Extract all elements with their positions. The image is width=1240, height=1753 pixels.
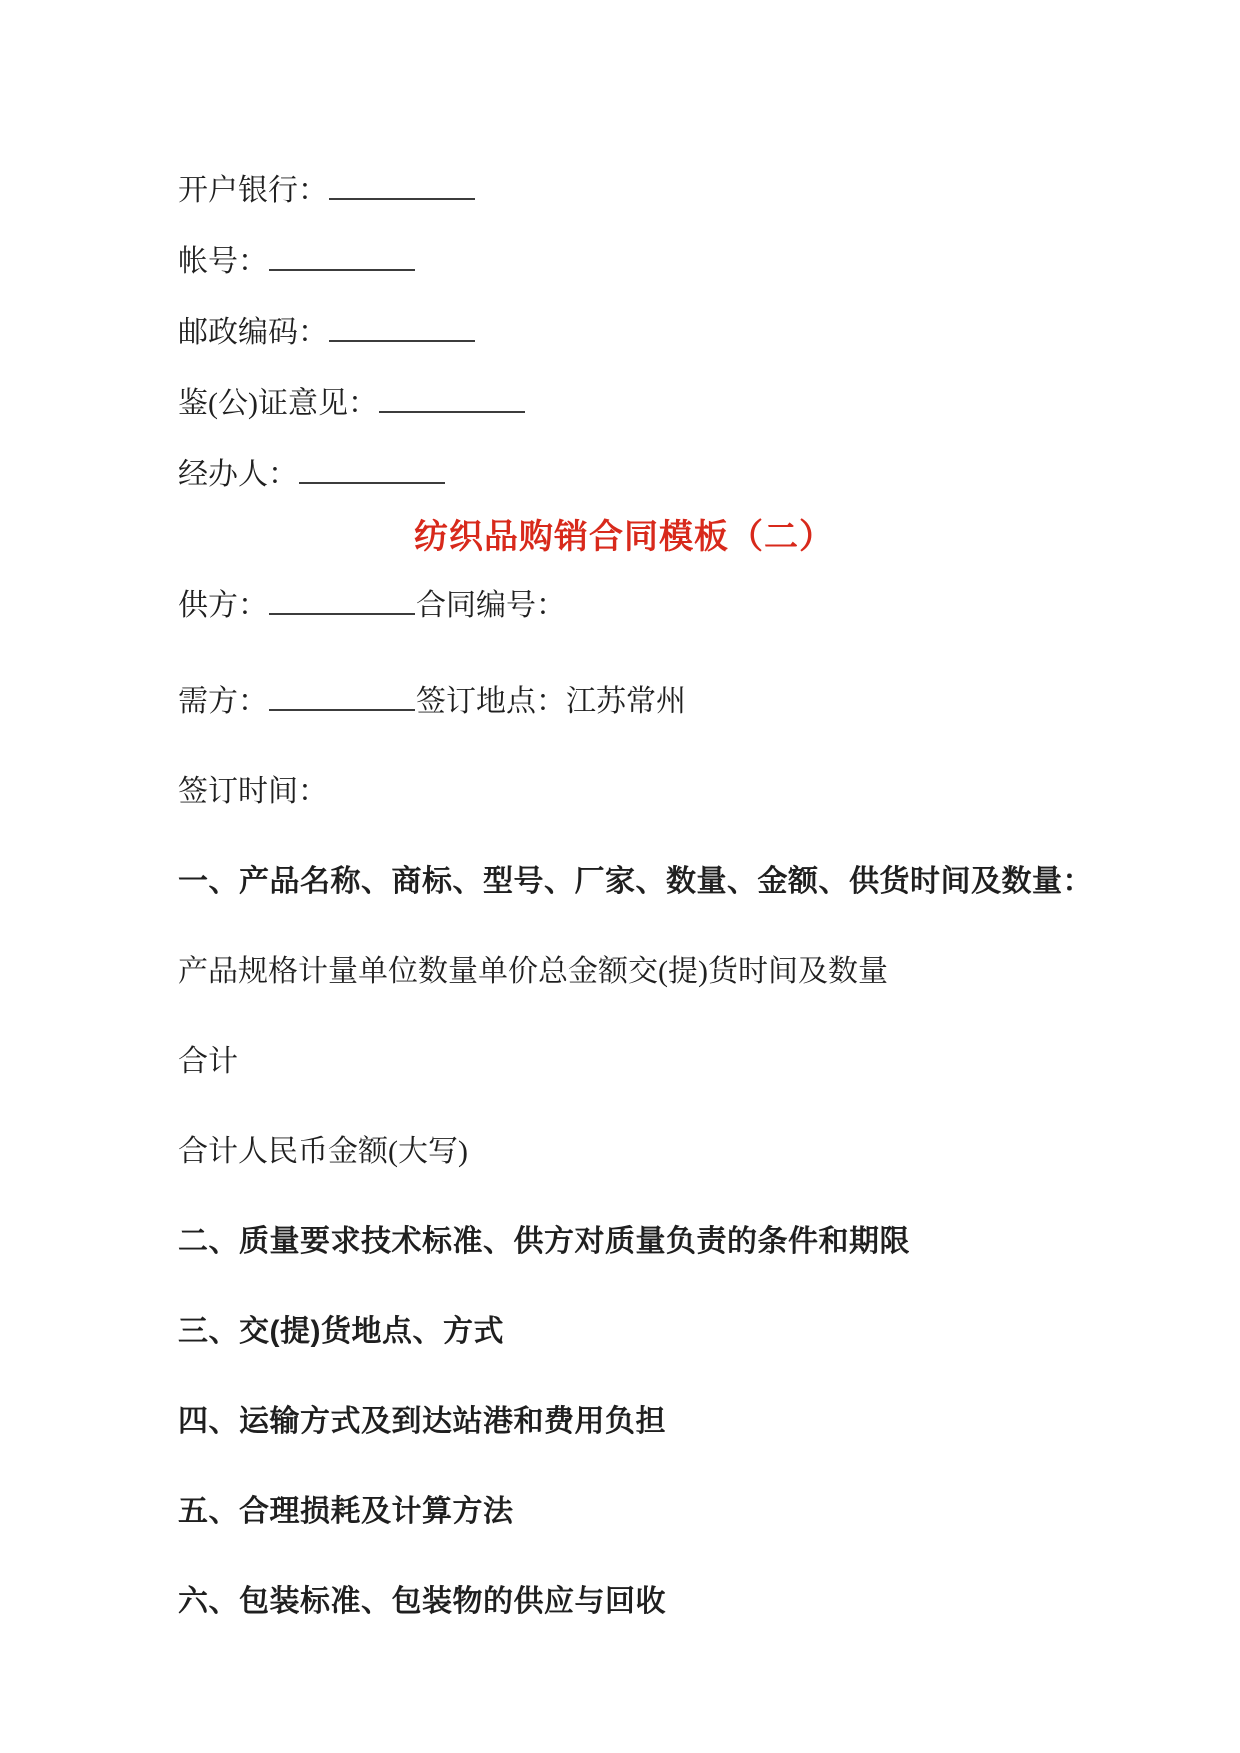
buyer-label: 需方： <box>178 685 268 718</box>
bank-blank-line <box>329 168 475 200</box>
product-table-header-line: 产品规格计量单位数量单价总金额交(提)货时间及数量 <box>178 955 888 988</box>
buyer-blank-line <box>269 679 415 711</box>
field-line-agent <box>178 452 1070 492</box>
field-line-account <box>178 239 1070 279</box>
supplier-label: 供方： <box>178 589 268 622</box>
section-1-heading: 一、产品名称、商标、型号、厂家、数量、金额、供货时间及数量： <box>178 865 1093 898</box>
notary-label: 鉴(公)证意见： <box>178 387 378 420</box>
field-line-buyer <box>178 679 1070 719</box>
account-label: 帐号： <box>178 245 268 278</box>
section-2-heading: 二、质量要求技术标准、供方对质量负责的条件和期限 <box>178 1225 910 1258</box>
postal-label: 邮政编码： <box>178 316 328 349</box>
contract-no-label: 合同编号： <box>416 589 566 622</box>
notary-blank-line <box>379 381 525 413</box>
field-line-supplier <box>178 583 1070 623</box>
sign-time-label: 签订时间： <box>178 775 328 808</box>
total-line: 合计 <box>178 1045 238 1078</box>
sign-place-label: 签订地点： <box>416 685 566 718</box>
document-title: 纺织品购销合同模板（二） <box>414 518 834 556</box>
section-4-heading: 四、运输方式及到达站港和费用负担 <box>178 1405 666 1438</box>
supplier-blank-line <box>269 583 415 615</box>
sign-place-value: 江苏常州 <box>566 685 686 718</box>
bank-label: 开户银行： <box>178 174 328 207</box>
field-line-notary-opinion <box>178 381 1070 421</box>
section-5-heading: 五、合理损耗及计算方法 <box>178 1495 514 1528</box>
agent-label: 经办人： <box>178 458 298 491</box>
postal-blank-line <box>329 310 475 342</box>
field-line-bank <box>178 168 1070 208</box>
section-6-heading: 六、包装标准、包装物的供应与回收 <box>178 1585 666 1618</box>
account-blank-line <box>269 239 415 271</box>
total-cny-line: 合计人民币金额(大写) <box>178 1135 468 1168</box>
section-3-heading: 三、交(提)货地点、方式 <box>178 1315 504 1348</box>
field-line-postal-code <box>178 310 1070 350</box>
field-line-sign-time <box>178 775 1070 809</box>
agent-blank-line <box>299 452 445 484</box>
